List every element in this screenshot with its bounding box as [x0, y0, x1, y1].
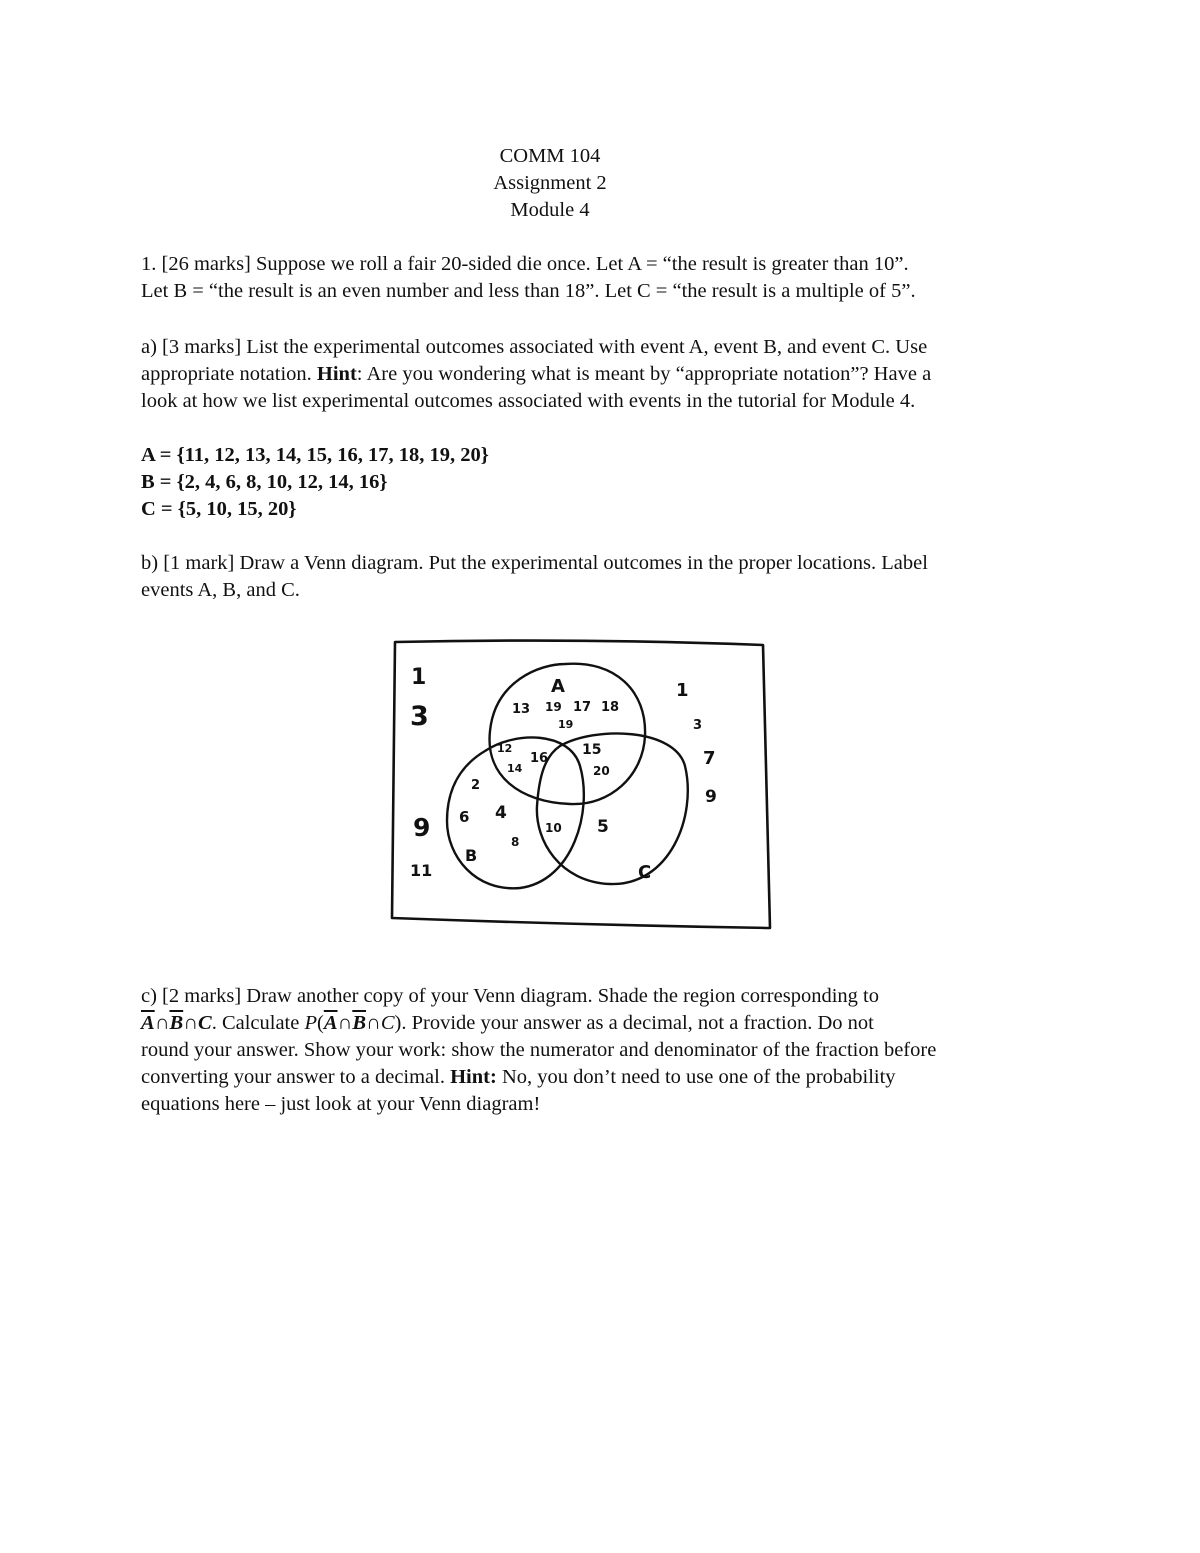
part-c-line-4 [141, 1064, 1071, 1091]
part-a-line-2 [141, 361, 1071, 388]
part-a-hint-label: Hint [316, 363, 357, 385]
prob-not-b: $\overline{B}$ [352, 1012, 367, 1034]
venn-bc-value: 10 [545, 821, 562, 835]
venn-circle-c [537, 733, 688, 884]
expression-not-b: $\overline{B}$ [169, 1012, 184, 1034]
venn-a-only-value: 19 [558, 718, 574, 731]
prob-c: C [380, 1012, 395, 1034]
expression-not-a: $\overline{A}$ [141, 1012, 155, 1034]
outside-left-value: 9 [413, 813, 431, 842]
part-a-line-1: a) [3 marks] List the experimental outcomes associated with event A, event B, and event C. Use [141, 336, 928, 358]
venn-b-only-value: 6 [459, 808, 470, 826]
intersect-symbol: ∩ [337, 1012, 353, 1034]
venn-diagram [385, 636, 780, 932]
intersect-symbol: ∩ [183, 1012, 198, 1034]
part-c-line-3: round your answer. Show your work: show the numerator and denominator of the fraction before [141, 1039, 937, 1061]
venn-a-only-value: 18 [601, 700, 620, 715]
venn-b-only-value: 2 [471, 778, 481, 793]
part-c-calc-post: . Provide your answer as a decimal, not a fraction. Do not [401, 1012, 874, 1034]
answer-set-b: B = {2, 4, 6, 8, 10, 12, 14, 16} [141, 471, 388, 493]
part-c-line-5: equations here – just look at your Venn diagram! [141, 1093, 541, 1115]
part-b-line-1: b) [1 mark] Draw a Venn diagram. Put the experimental outcomes in the proper locations. Label [141, 552, 928, 574]
answer-set-a: A = {11, 12, 13, 14, 15, 16, 17, 18, 19, 20} [141, 444, 489, 466]
course-code: COMM 104 [499, 145, 601, 167]
question-number: 1. [141, 253, 157, 275]
part-c-hint-label: Hint: [450, 1066, 497, 1088]
part-c-line-4-post: No, you don’t need to use one of the probability [496, 1066, 896, 1088]
part-c-line-2: $\overline{A}\cap\overline{B}\cap C$. Calculate $P(\overline{A}\cap\overline{B}\cap C)$. Provide your answer as a decimal, not a fraction. Do not [141, 1012, 874, 1034]
venn-b-only-value: 8 [511, 835, 520, 849]
outside-right-value: 9 [705, 787, 717, 807]
outside-right-value: 3 [693, 718, 703, 733]
module-title: Module 4 [510, 199, 590, 221]
venn-ac-value: 20 [593, 764, 610, 778]
venn-a-only-value: 19 [545, 700, 562, 714]
venn-a-only-value: 17 [573, 700, 592, 715]
venn-b-only-value: 4 [495, 803, 507, 823]
question-1 [141, 251, 1071, 305]
part-a-line-3: look at how we list experimental outcomes associated with events in the tutorial for Module 4. [141, 390, 916, 412]
outside-left-value: 3 [410, 701, 429, 732]
answer-set-c: C = {5, 10, 15, 20} [141, 498, 297, 520]
venn-a-only-value: 13 [512, 702, 531, 717]
assignment-title: Assignment 2 [493, 172, 607, 194]
expression-c: C [198, 1012, 212, 1034]
venn-c-only-value: 5 [597, 817, 609, 837]
document-header [0, 143, 1100, 224]
part-c-line-1: c) [2 marks] Draw another copy of your Venn diagram. Shade the region corresponding to [141, 985, 879, 1007]
venn-label-a: A [551, 676, 565, 697]
question-marks: [26 marks] [161, 253, 251, 275]
outside-right-value: 7 [703, 748, 716, 769]
question-1-line-1 [141, 251, 1071, 278]
part-a-line-2-pre: appropriate notation. [141, 363, 312, 385]
prob-not-a: $\overline{A}$ [323, 1012, 338, 1034]
part-c-line-4-pre: converting your answer to a decimal. [141, 1066, 445, 1088]
part-c [141, 983, 1071, 1118]
question-text-1: Suppose we roll a fair 20-sided die once. Let A = “the result is greater than 10”. [256, 253, 909, 275]
venn-ab-value: 14 [507, 762, 523, 775]
outside-left-value: 1 [411, 665, 427, 690]
part-a [141, 334, 1071, 415]
part-c-calc-pre: . Calculate [211, 1012, 300, 1034]
outside-right-value: 1 [676, 680, 689, 701]
part-a-line-2-post: : Are you wondering what is meant by “appropriate notation”? Have a [356, 363, 932, 385]
outside-left-value: 11 [410, 861, 433, 880]
part-b-line-2: events A, B, and C. [141, 579, 300, 601]
part-b [141, 550, 1071, 604]
venn-ac-value: 15 [582, 742, 602, 758]
question-text-2: Let B = “the result is an even number and less than 18”. Let C = “the result is a multiple of 5”. [141, 280, 916, 302]
venn-label-b: B [465, 846, 478, 865]
intersect-symbol: ∩ [154, 1012, 170, 1034]
venn-ab-value: 12 [497, 742, 513, 755]
answer-sets [141, 442, 1071, 523]
venn-ab-value: 16 [530, 751, 549, 766]
intersect-symbol: ∩ [366, 1012, 381, 1034]
venn-label-c: C [638, 862, 652, 883]
probability-p: P [304, 1012, 317, 1034]
venn-border [392, 641, 770, 928]
